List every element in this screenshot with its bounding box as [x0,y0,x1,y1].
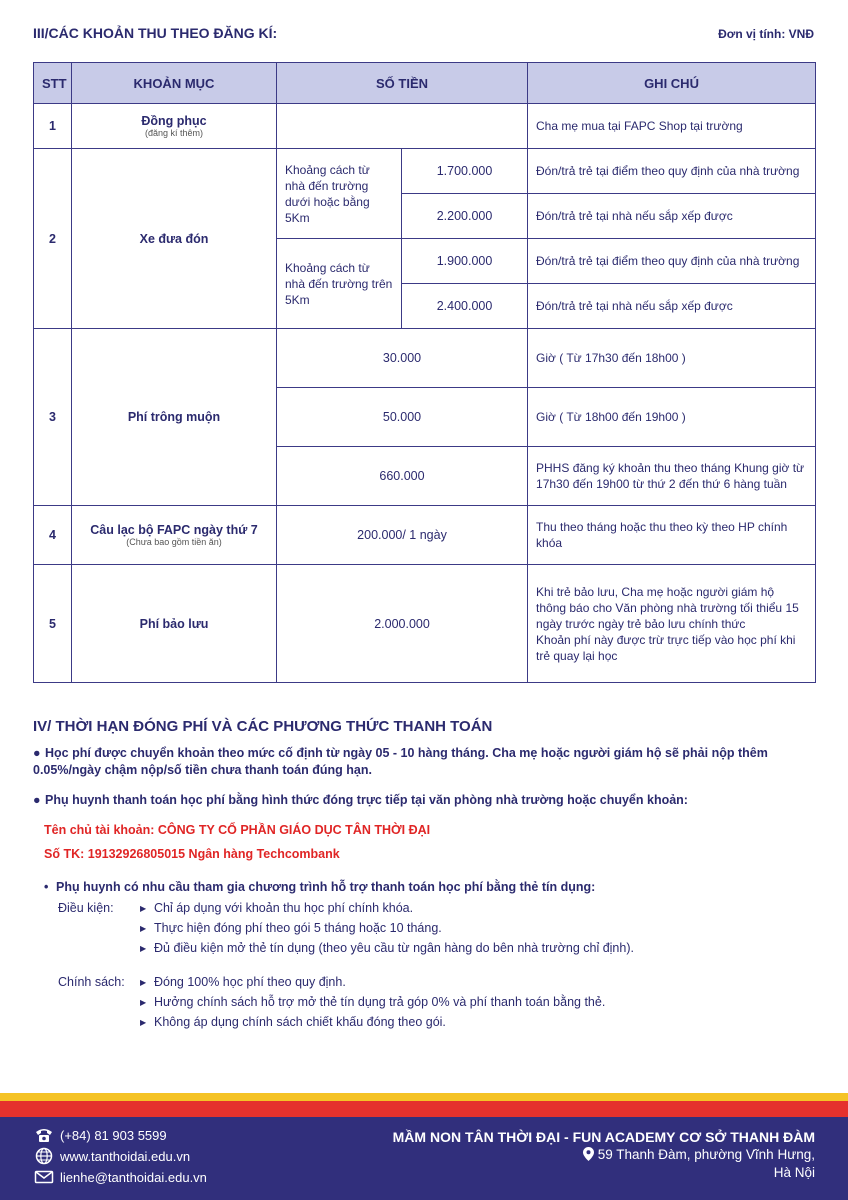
footer-stripe-red [0,1101,848,1117]
table-header-row [34,63,816,104]
conditions-label: Điều kiện: [58,901,114,915]
row-item-name: Phí bảo lưu [72,565,277,683]
policy-item [140,995,605,1009]
row-amount: 2.200.000 [402,194,528,239]
location-pin-icon [583,1147,594,1161]
triangle-bullet-icon: ▶ [140,978,147,988]
website-text: www.tanthoidai.edu.vn [60,1148,191,1164]
footer-stripe-yellow [0,1093,848,1101]
row-amount: 2.000.000 [277,565,528,683]
account-name: Tên chủ tài khoản: CÔNG TY CỔ PHẦN GIÁO DỤC TÂN THỜI ĐẠI [44,823,431,837]
account-number: Số TK: 19132926805015 Ngân hàng Techcombank [44,847,340,861]
bullet-icon: ● [33,793,41,807]
header-note: GHI CHÚ [528,63,816,104]
phone-text: (+84) 81 903 5599 [60,1127,167,1143]
distance-condition: Khoảng cách từ nhà đến trường trên 5Km [277,239,402,329]
table-row [34,149,816,194]
policy-text: Đóng 100% học phí theo quy định. [154,975,346,989]
row-note: Cha mẹ mua tại FAPC Shop tại trường [528,104,816,149]
footer-address-line1 [583,1147,815,1162]
triangle-bullet-icon: ▶ [140,904,147,914]
triangle-bullet-icon: ▶ [140,924,147,934]
paragraph-text: Phụ huynh thanh toán học phí bằng hình thức đóng trực tiếp tại văn phòng nhà trường hoặc chuyển khoản: [45,793,688,807]
mail-icon [34,1168,54,1186]
policy-text: Không áp dụng chính sách chiết khấu đóng theo gói. [154,1015,446,1029]
policy-item [140,1015,446,1029]
table-row [34,565,816,683]
row-note: Giờ ( Từ 17h30 đến 18h00 ) [528,329,816,388]
header-item: KHOẢN MỤC [72,63,277,104]
row-amount: 30.000 [277,329,528,388]
address-text: 59 Thanh Đàm, phường Vĩnh Hưng, [597,1147,815,1162]
row-amount: 200.000/ 1 ngày [277,506,528,565]
triangle-bullet-icon: ▶ [140,1018,147,1028]
row-item-name [72,104,277,149]
section3-title: III/CÁC KHOẢN THU THEO ĐĂNG KÍ: [33,25,278,41]
item-name: Câu lạc bộ FAPC ngày thứ 7 [90,523,258,537]
row-amount: 1.900.000 [402,239,528,284]
globe-icon [34,1147,54,1165]
footer-website[interactable] [34,1147,190,1165]
header-amount: SỐ TIỀN [277,63,528,104]
phone-icon [34,1126,54,1144]
header-stt: STT [34,63,72,104]
footer-address-line2: Hà Nội [773,1165,815,1180]
table-row [34,104,816,149]
condition-item [140,941,634,955]
triangle-bullet-icon: ▶ [140,998,147,1008]
distance-condition: Khoảng cách từ nhà đến trường dưới hoặc bằng 5Km [277,149,402,239]
policy-text: Hưởng chính sách hỗ trợ mở thẻ tín dụng trả góp 0% và phí thanh toán bằng thẻ. [154,995,606,1009]
row-note: Đón/trả trẻ tại điểm theo quy định của nhà trường [528,149,816,194]
row-stt: 3 [34,329,72,506]
payment-deadline-paragraph [33,745,823,779]
footer-school-name: MẦM NON TÂN THỜI ĐẠI - FUN ACADEMY CƠ SỞ THANH ĐÀM [392,1129,815,1145]
note-line: Khoản phí này được trừ trực tiếp vào học phí khi trẻ quay lại học [536,632,796,663]
row-item-name: Xe đưa đón [72,149,277,329]
policy-label: Chính sách: [58,975,125,989]
table-row [34,329,816,388]
footer [0,1117,848,1200]
item-subnote: (đăng kí thêm) [144,128,204,138]
note-line: Khi trẻ bảo lưu, Cha mẹ hoặc người giám hộ thông báo cho Văn phòng nhà trường tối thiểu 15 ngày trước ngày trẻ bảo lưu chính thức [536,584,799,631]
section4-title: IV/ THỜI HẠN ĐÓNG PHÍ VÀ CÁC PHƯƠNG THỨC THANH TOÁN [33,718,493,735]
row-note: Đón/trả trẻ tại điểm theo quy định của nhà trường [528,239,816,284]
row-note [528,565,816,683]
row-note: Thu theo tháng hoặc thu theo kỳ theo HP chính khóa [528,506,816,565]
fee-table [33,62,816,683]
paragraph-text: Học phí được chuyển khoản theo mức cố định từ ngày 05 - 10 hàng tháng. Cha mẹ hoặc người giám hộ sẽ phải nộp thêm 0.05%/ngày chậm nộp/số tiền chưa thanh toán đúng hạn. [33,746,768,777]
row-amount: 50.000 [277,388,528,447]
row-stt: 5 [34,565,72,683]
row-note: Giờ ( Từ 18h00 đến 19h00 ) [528,388,816,447]
row-amount: 2.400.000 [402,284,528,329]
row-note: Đón/trả trẻ tại nhà nếu sắp xếp được [528,194,816,239]
condition-item [140,921,442,935]
email-text: lienhe@tanthoidai.edu.vn [60,1169,207,1185]
row-stt: 2 [34,149,72,329]
currency-unit: Đơn vị tính: VNĐ [718,27,814,41]
credit-card-title-text: Phụ huynh có nhu cầu tham gia chương trình hỗ trợ thanh toán học phí bằng thẻ tín dụng: [56,880,596,894]
row-note: Đón/trả trẻ tại nhà nếu sắp xếp được [528,284,816,329]
row-amount [277,104,528,149]
policy-item [140,975,346,989]
row-stt: 1 [34,104,72,149]
triangle-bullet-icon: ▶ [140,944,147,954]
row-stt: 4 [34,506,72,565]
row-amount: 660.000 [277,447,528,506]
row-note: PHHS đăng ký khoản thu theo tháng Khung giờ từ 17h30 đến 19h00 từ thứ 2 đến thứ 6 hàng tuần [528,447,816,506]
bullet-icon: ● [33,746,41,760]
row-item-name [72,506,277,565]
condition-text: Đủ điều kiện mở thẻ tín dụng (theo yêu cầu từ ngân hàng do bên nhà trường chỉ định). [154,941,634,955]
condition-item [140,901,413,915]
condition-text: Chỉ áp dụng với khoản thu học phí chính khóa. [154,901,414,915]
condition-text: Thực hiện đóng phí theo gói 5 tháng hoặc 10 tháng. [154,921,442,935]
item-subnote: (Chưa bao gồm tiền ăn) [126,537,222,547]
item-name: Đồng phục [141,114,207,128]
table-row [34,506,816,565]
row-item-name: Phí trông muộn [72,329,277,506]
footer-phone[interactable] [34,1126,167,1144]
footer-email[interactable] [34,1168,207,1186]
bullet-icon: • [44,880,49,894]
payment-method-paragraph [33,792,823,809]
credit-card-title [44,880,595,894]
row-amount: 1.700.000 [402,149,528,194]
